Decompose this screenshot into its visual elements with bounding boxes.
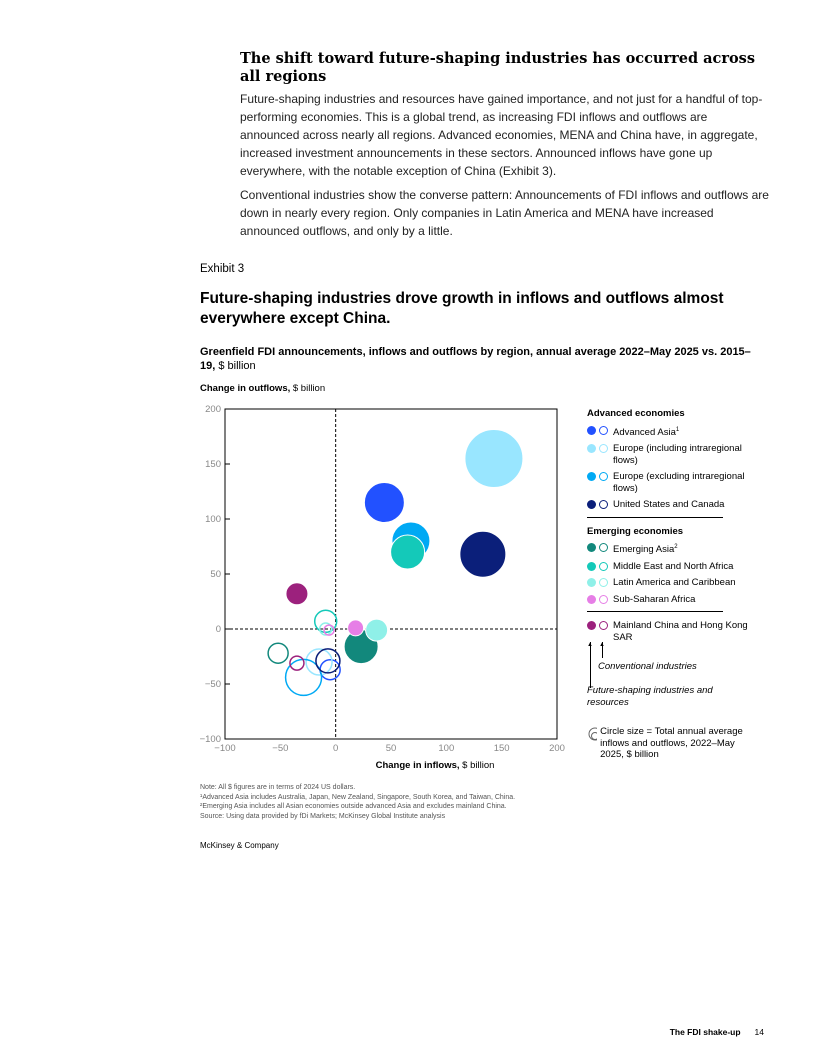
arrow-up-icon: ▲ bbox=[599, 642, 605, 649]
hollow-circle-icon bbox=[599, 472, 608, 481]
section-heading: The shift toward future-shaping industries has occurred across all regions bbox=[240, 50, 756, 85]
legend-label: Sub-Saharan Africa bbox=[613, 593, 696, 605]
bubble-conventional bbox=[320, 623, 332, 635]
bubble-future bbox=[364, 483, 404, 523]
page-number: 14 bbox=[754, 1027, 764, 1037]
y-tick-label: 150 bbox=[205, 459, 221, 470]
filled-circle-icon bbox=[587, 426, 596, 435]
y-tick-label: 50 bbox=[210, 569, 221, 580]
filled-circle-icon bbox=[587, 472, 596, 481]
legend-future-label: Future-shaping industries and resources bbox=[587, 685, 713, 708]
y-label-unit: $ billion bbox=[290, 383, 326, 394]
paragraph: Conventional industries show the converse pattern: Announcements of FDI inflows and outflows are down in nearly every region. Only companies in Latin America and MENA have increased announced outflows, and only by a little. bbox=[240, 188, 769, 238]
page-footer bbox=[670, 1027, 764, 1037]
footnotes bbox=[200, 783, 515, 821]
x-label-bold: Change in inflows, bbox=[375, 760, 460, 771]
footnote-marker: 2 bbox=[674, 544, 678, 551]
bubble-future bbox=[344, 630, 378, 664]
x-tick-label: 200 bbox=[549, 743, 565, 754]
hollow-circle-icon bbox=[599, 500, 608, 509]
bubble-conventional bbox=[290, 656, 304, 670]
legend-item bbox=[587, 577, 757, 589]
legend-size-note bbox=[587, 726, 757, 761]
exhibit-label: Exhibit 3 bbox=[200, 263, 245, 275]
bubble-future bbox=[366, 619, 388, 641]
filled-circle-icon bbox=[587, 595, 596, 604]
brand: McKinsey & Company bbox=[200, 841, 279, 850]
legend-item bbox=[587, 561, 757, 573]
y-tick-label: −50 bbox=[204, 679, 221, 690]
y-tick-label: 100 bbox=[205, 514, 221, 525]
x-tick-label: −100 bbox=[214, 743, 236, 754]
legend-label: Advanced Asia$^1$ bbox=[613, 426, 680, 438]
legend-label: Middle East and North Africa bbox=[613, 560, 734, 572]
filled-circle-icon bbox=[587, 543, 596, 552]
footer-title: The FDI shake-up bbox=[669, 1027, 741, 1037]
bubble-future bbox=[465, 430, 523, 488]
y-axis-label bbox=[200, 383, 800, 394]
legend-item bbox=[587, 499, 757, 511]
hollow-circle-icon bbox=[599, 426, 608, 435]
hollow-circle-icon bbox=[599, 562, 608, 571]
chart-legend bbox=[587, 408, 757, 761]
bubble-conventional bbox=[320, 660, 340, 680]
exhibit-header bbox=[200, 262, 800, 394]
legend-swatches bbox=[587, 621, 608, 630]
chart-subtitle bbox=[200, 345, 760, 373]
legend-divider bbox=[587, 611, 723, 612]
filled-circle-icon bbox=[587, 500, 596, 509]
hollow-circle-icon bbox=[599, 444, 608, 453]
legend-swatches bbox=[587, 444, 608, 453]
legend-header-advanced: Advanced economies bbox=[587, 408, 685, 419]
x-tick-label: −50 bbox=[272, 743, 289, 754]
legend-swatches bbox=[587, 543, 608, 552]
x-tick-label: 50 bbox=[385, 743, 397, 754]
legend-conventional-label: Conventional industries bbox=[598, 661, 697, 673]
footnote-marker: 1 bbox=[675, 426, 680, 433]
bubble-conventional bbox=[315, 610, 337, 632]
bubble-future bbox=[348, 620, 364, 636]
legend-swatches bbox=[587, 426, 608, 435]
body-text bbox=[240, 50, 770, 246]
legend-swatches bbox=[587, 472, 608, 481]
y-label-bold: Change in outflows, bbox=[200, 383, 291, 394]
exhibit-title: Future-shaping industries drove growth in inflows and outflows almost everywhere except China. bbox=[200, 290, 724, 327]
legend-label: Emerging Asia$^2$ bbox=[613, 544, 678, 556]
legend-item bbox=[587, 443, 757, 466]
bubble-conventional bbox=[316, 649, 340, 673]
source: Source: Using data provided by fDi Markets; McKinsey Global Institute analysis bbox=[200, 812, 446, 820]
legend-label: Europe (excluding intraregional flows) bbox=[613, 471, 745, 494]
filled-circle-icon bbox=[587, 578, 596, 587]
legend-swatches bbox=[587, 562, 608, 571]
paragraph: Future-shaping industries and resources have gained importance, and not just for a handful of top-performing economies. This is a global trend, as increasing FDI inflows and outflows are announced across nearly all regions. Advanced economies, MENA and China have, in aggregate, increased investment announcements in these sectors. Announced inflows have gone up everywhere, with the notable exception of China (Exhibit 3). bbox=[240, 92, 763, 178]
filled-circle-icon bbox=[587, 562, 596, 571]
subtitle-unit: $ billion bbox=[215, 360, 256, 372]
legend-item bbox=[587, 594, 757, 606]
bubble-future bbox=[460, 531, 506, 577]
legend-item bbox=[587, 620, 757, 643]
y-tick-label: 200 bbox=[205, 404, 221, 415]
hollow-circle-icon bbox=[599, 578, 608, 587]
filled-circle-icon bbox=[587, 621, 596, 630]
y-tick-label: 0 bbox=[215, 624, 221, 635]
legend-swatches bbox=[587, 500, 608, 509]
note: Note: All $ figures are in terms of 2024 US dollars. bbox=[200, 784, 356, 791]
legend-swatches bbox=[587, 578, 608, 587]
legend-item bbox=[587, 425, 757, 439]
footnote-2: ²Emerging Asia includes all Asian economies outside advanced Asia and excludes mainland China. bbox=[200, 803, 507, 810]
legend-swatches bbox=[587, 595, 608, 604]
bubble-future bbox=[392, 522, 430, 560]
hollow-circle-icon bbox=[599, 543, 608, 552]
footnote-1: ¹Advanced Asia includes Australia, Japan, New Zealand, Singapore, South Korea, and Taiwan, China. bbox=[200, 793, 516, 801]
legend-label: Europe (including intraregional flows) bbox=[613, 443, 742, 466]
legend-label: United States and Canada bbox=[613, 499, 725, 511]
hollow-circle-icon bbox=[599, 621, 608, 630]
bubble-future bbox=[286, 583, 308, 605]
bubble-conventional bbox=[268, 643, 288, 663]
x-tick-label: 150 bbox=[493, 743, 510, 754]
plot-frame bbox=[225, 409, 557, 739]
x-axis-label bbox=[200, 760, 670, 771]
legend-item bbox=[587, 471, 757, 494]
arrow-up-icon: ▲ bbox=[587, 642, 593, 649]
x-label-unit: $ billion bbox=[459, 760, 495, 771]
size-note-text: Circle size = Total annual average inflows and outflows, 2022–May 2025, $ billion bbox=[600, 726, 743, 761]
legend-label: Mainland China and Hong Kong SAR bbox=[613, 620, 748, 643]
legend-item bbox=[587, 542, 757, 556]
legend-header-emerging: Emerging economies bbox=[587, 525, 684, 537]
x-tick-label: 0 bbox=[333, 743, 339, 754]
bubble-conventional bbox=[306, 649, 332, 675]
subtitle-bold: Greenfield FDI announcements, inflows and outflows by region, annual average 2022–May 2025 vs. 2015–19, bbox=[200, 346, 751, 372]
legend-label: Latin America and Caribbean bbox=[613, 577, 736, 589]
x-tick-label: 100 bbox=[438, 743, 455, 754]
bubble-future bbox=[391, 535, 425, 569]
hollow-circle-icon bbox=[599, 595, 608, 604]
legend-key bbox=[587, 642, 757, 710]
y-tick-label: −100 bbox=[199, 734, 221, 745]
legend-divider bbox=[587, 517, 723, 518]
filled-circle-icon bbox=[587, 444, 596, 453]
bubble-conventional bbox=[286, 659, 322, 695]
circle-size-icon bbox=[587, 726, 597, 742]
bubble-conventional bbox=[324, 625, 334, 635]
